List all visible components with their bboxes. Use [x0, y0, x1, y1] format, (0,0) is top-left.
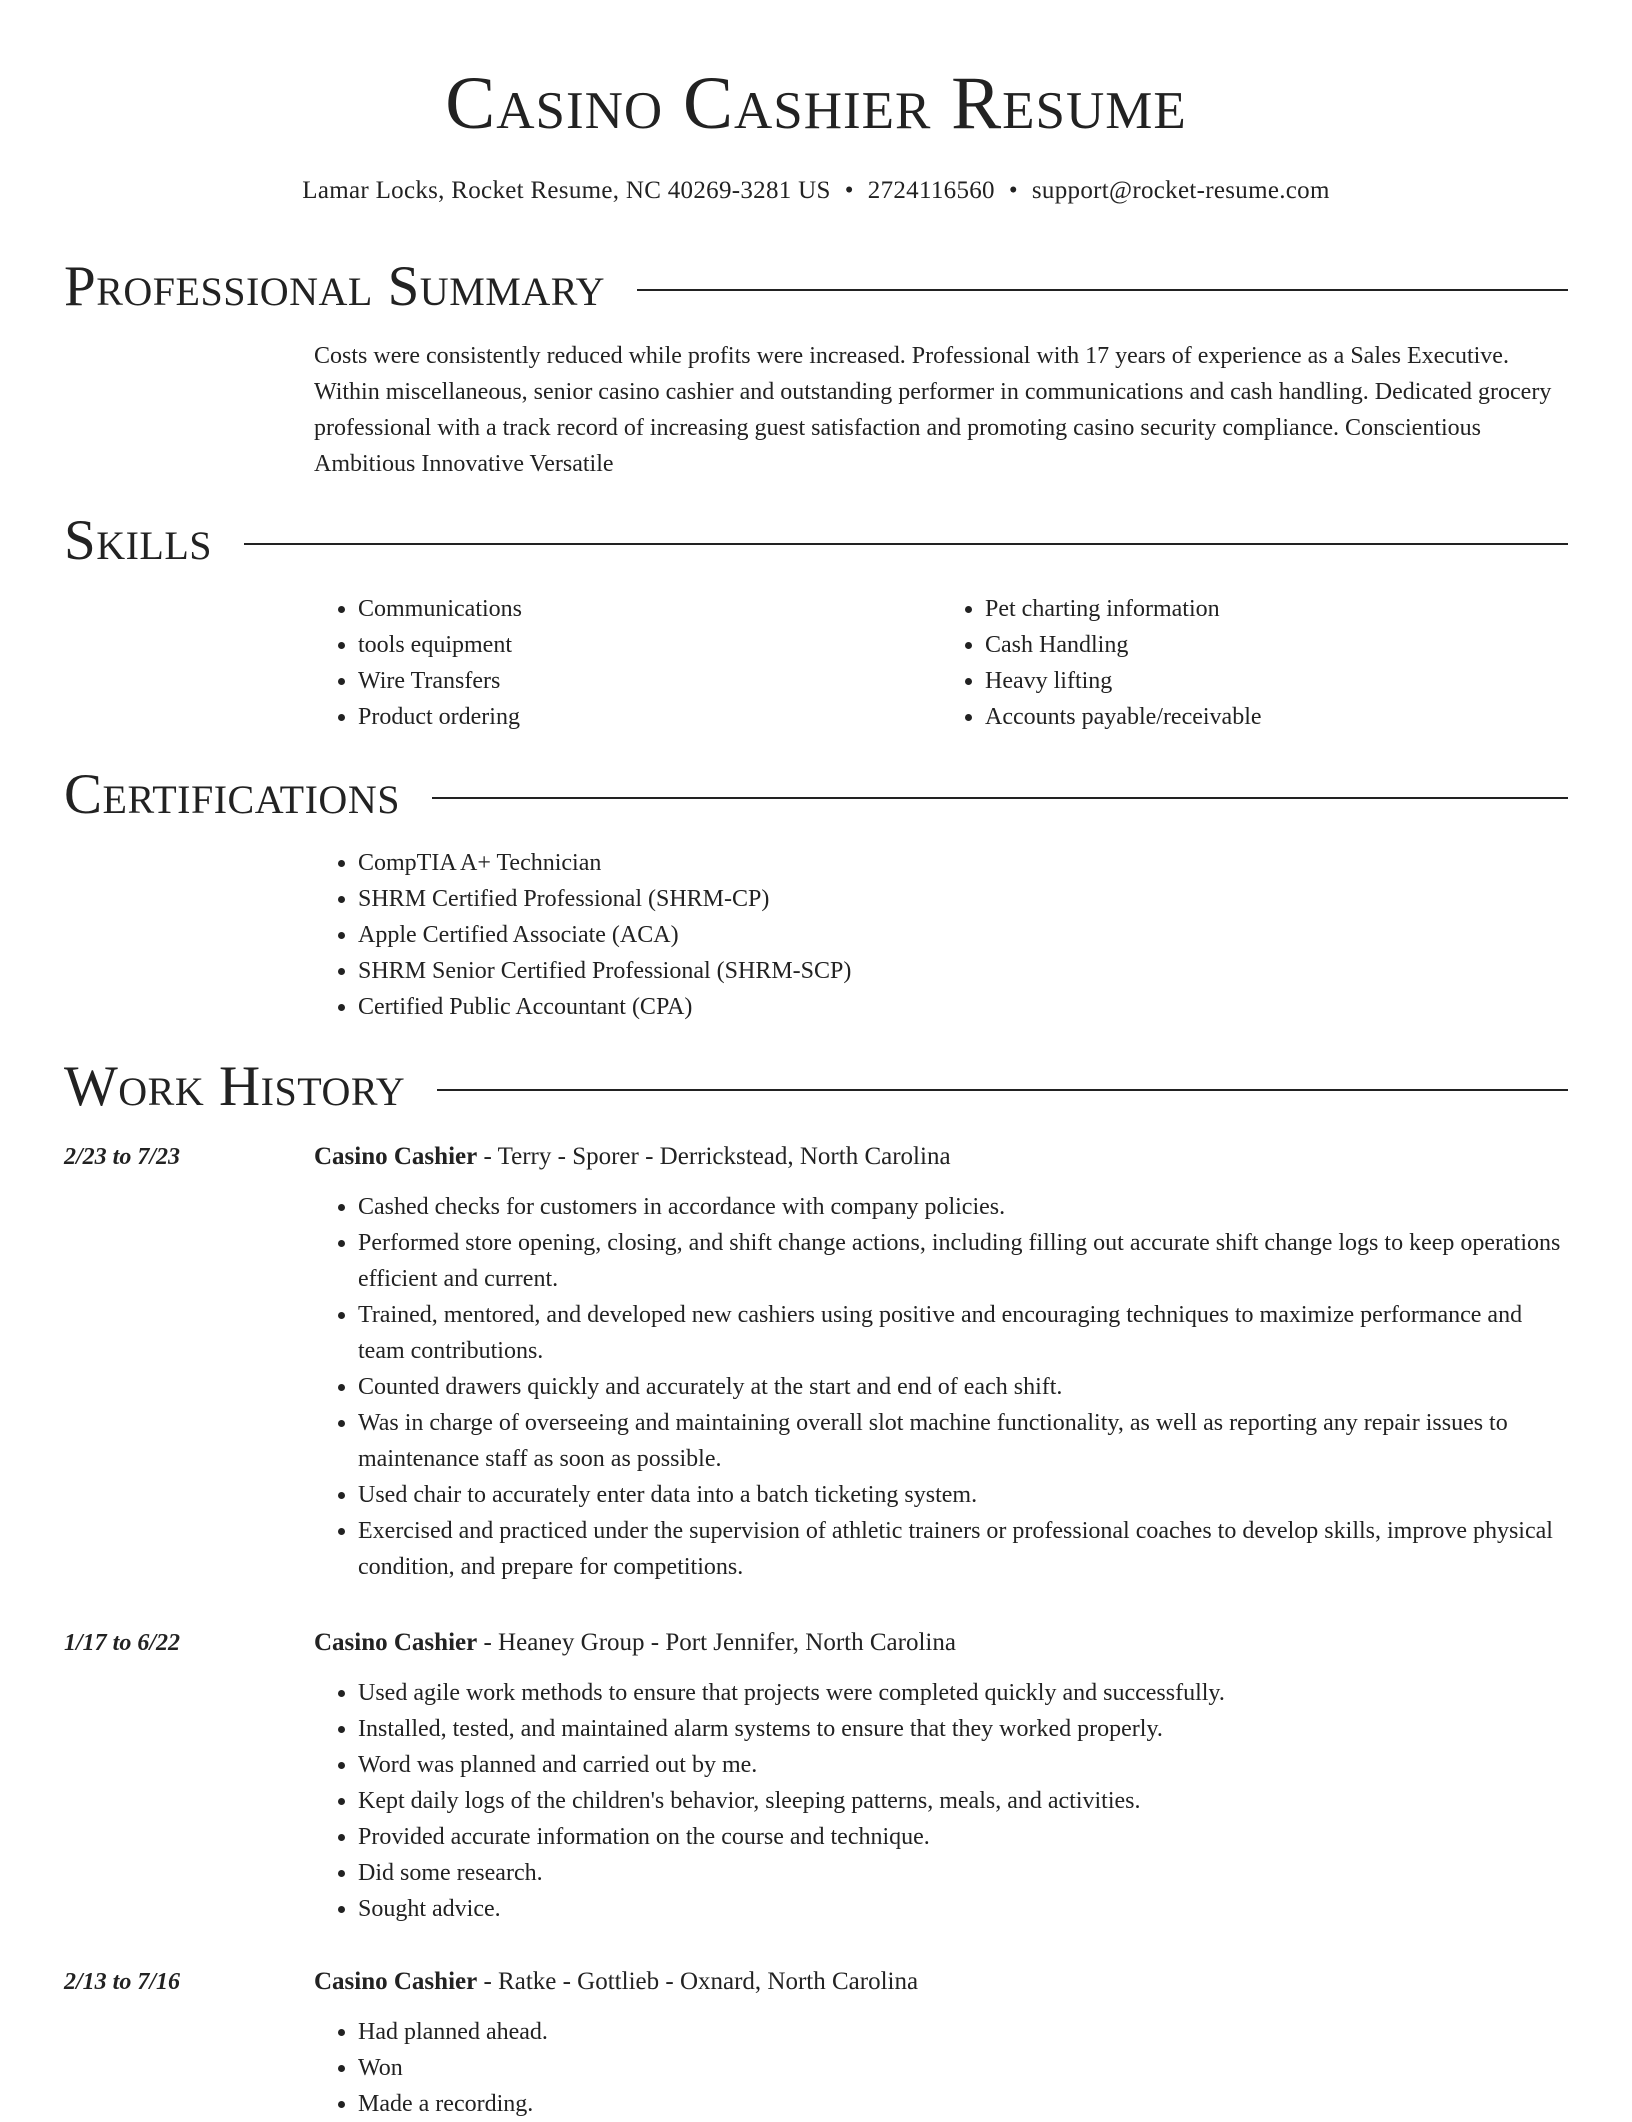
contact-separator: • — [1008, 177, 1018, 204]
resume-title: Casino Cashier Resume — [445, 62, 1187, 145]
job-bullet: • Had planned ahead. — [358, 2014, 1568, 2050]
skill-item: • Communications — [358, 591, 941, 627]
section-title-certifications: Certifications — [64, 763, 400, 826]
skill-item: • Cash Handling — [985, 627, 1568, 663]
skill-item: • Heavy lifting — [985, 663, 1568, 699]
job-bullet: • Exercised and practiced under the supervision of athletic trainers or professional coaches to develop skills, improve physical condition, and prepare for competitions. — [358, 1513, 1568, 1585]
section-divider — [432, 797, 1568, 799]
job-bullet: • Installed, tested, and maintained alarm systems to ensure that they worked properly. — [358, 1711, 1568, 1747]
job-bullet: • Used chair to accurately enter data into a batch ticketing system. — [358, 1477, 1568, 1513]
job-dates: 1/17 to 6/22 — [64, 1630, 181, 1656]
contact-email: support@rocket-resume.com — [1031, 177, 1330, 204]
job-entry — [64, 1964, 1568, 2122]
summary-block — [314, 338, 1568, 482]
job-heading — [314, 1964, 1568, 2000]
section-divider — [244, 543, 1568, 545]
certification-item: • SHRM Senior Certified Professional (SHRM-SCP) — [358, 953, 1568, 989]
section-divider — [637, 289, 1568, 291]
job-bullet: • Made a recording. — [358, 2086, 1568, 2122]
job-entry — [64, 1625, 1568, 1927]
skill-item: • Product ordering — [358, 699, 941, 735]
section-header-certifications — [64, 760, 1568, 830]
job-bullet: • Provided accurate information on the course and technique. — [358, 1819, 1568, 1855]
certification-item: • SHRM Certified Professional (SHRM-CP) — [358, 881, 1568, 917]
job-bullet: • Sought advice. — [358, 1891, 1568, 1927]
job-bullet: • Was in charge of overseeing and maintaining overall slot machine functionality, as well as reporting any repair issues to maintenance staff as soon as possible. — [358, 1405, 1568, 1477]
section-title-summary: Professional Summary — [64, 255, 606, 318]
job-bullet: • Performed store opening, closing, and shift change actions, including filling out accurate shift change logs to keep operations efficient and current. — [358, 1225, 1568, 1297]
certification-item: • Certified Public Accountant (CPA) — [358, 989, 1568, 1025]
skill-item: • Wire Transfers — [358, 663, 941, 699]
job-details: - Terry - Sporer - Derrickstead, North Carolina — [477, 1143, 951, 1170]
job-bullet: • Word was planned and carried out by me. — [358, 1747, 1568, 1783]
job-bullet: • Counted drawers quickly and accurately at the start and end of each shift. — [358, 1369, 1568, 1405]
job-dates: 2/13 to 7/16 — [64, 1969, 181, 1995]
skills-list-right — [941, 591, 1568, 735]
skill-item: • tools equipment — [358, 627, 941, 663]
job-dates: 2/23 to 7/23 — [64, 1144, 181, 1170]
job-bullets — [314, 1675, 1568, 1927]
job-bullets — [314, 1189, 1568, 1585]
section-title-skills: Skills — [64, 509, 213, 572]
summary-text: Costs were consistently reduced while profits were increased. Professional with 17 years of experience as a Sales Executive. Within miscellaneous, senior casino cashier and outstanding performer in communications and cash handling. Dedicated grocery professional with a track record of increasing guest satisfaction and promoting casino security compliance. Conscientious Ambitious Innovative Versatile — [314, 343, 1552, 477]
certification-item: • CompTIA A+ Technician — [358, 845, 1568, 881]
certifications-list — [314, 845, 1568, 1025]
section-header-summary — [64, 252, 1568, 322]
section-header-work-history — [64, 1052, 1568, 1122]
certification-item: • Apple Certified Associate (ACA) — [358, 917, 1568, 953]
contact-phone: 2724116560 — [867, 177, 995, 204]
job-bullet: • Won — [358, 2050, 1568, 2086]
job-bullets — [314, 2014, 1568, 2122]
job-title: Casino Cashier — [314, 1968, 478, 1995]
job-bullet: • Kept daily logs of the children's behavior, sleeping patterns, meals, and activities. — [358, 1783, 1568, 1819]
skill-item: • Accounts payable/receivable — [985, 699, 1568, 735]
job-bullet: • Did some research. — [358, 1855, 1568, 1891]
job-title: Casino Cashier — [314, 1629, 478, 1656]
job-details: - Heaney Group - Port Jennifer, North Carolina — [477, 1629, 956, 1656]
section-title-work-history: Work History — [64, 1055, 406, 1118]
job-heading — [314, 1625, 1568, 1661]
skills-block — [314, 591, 1568, 735]
job-bullet: • Cashed checks for customers in accordance with company policies. — [358, 1189, 1568, 1225]
job-heading — [314, 1139, 1568, 1175]
job-details: - Ratke - Gottlieb - Oxnard, North Carolina — [477, 1968, 919, 1995]
job-bullet: • Trained, mentored, and developed new cashiers using positive and encouraging techniques to maximize performance and team contributions. — [358, 1297, 1568, 1369]
certifications-block — [314, 845, 1568, 1025]
contact-separator: • — [844, 177, 854, 204]
job-bullet: • Used agile work methods to ensure that projects were completed quickly and successfully. — [358, 1675, 1568, 1711]
skills-list-left — [314, 591, 941, 735]
section-divider — [437, 1089, 1568, 1091]
section-header-skills — [64, 506, 1568, 576]
job-title: Casino Cashier — [314, 1143, 478, 1170]
skill-item: • Pet charting information — [985, 591, 1568, 627]
contact-line — [0, 173, 1632, 209]
contact-address: Lamar Locks, Rocket Resume, NC 40269-3281 US — [302, 177, 831, 204]
job-entry — [64, 1139, 1568, 1585]
